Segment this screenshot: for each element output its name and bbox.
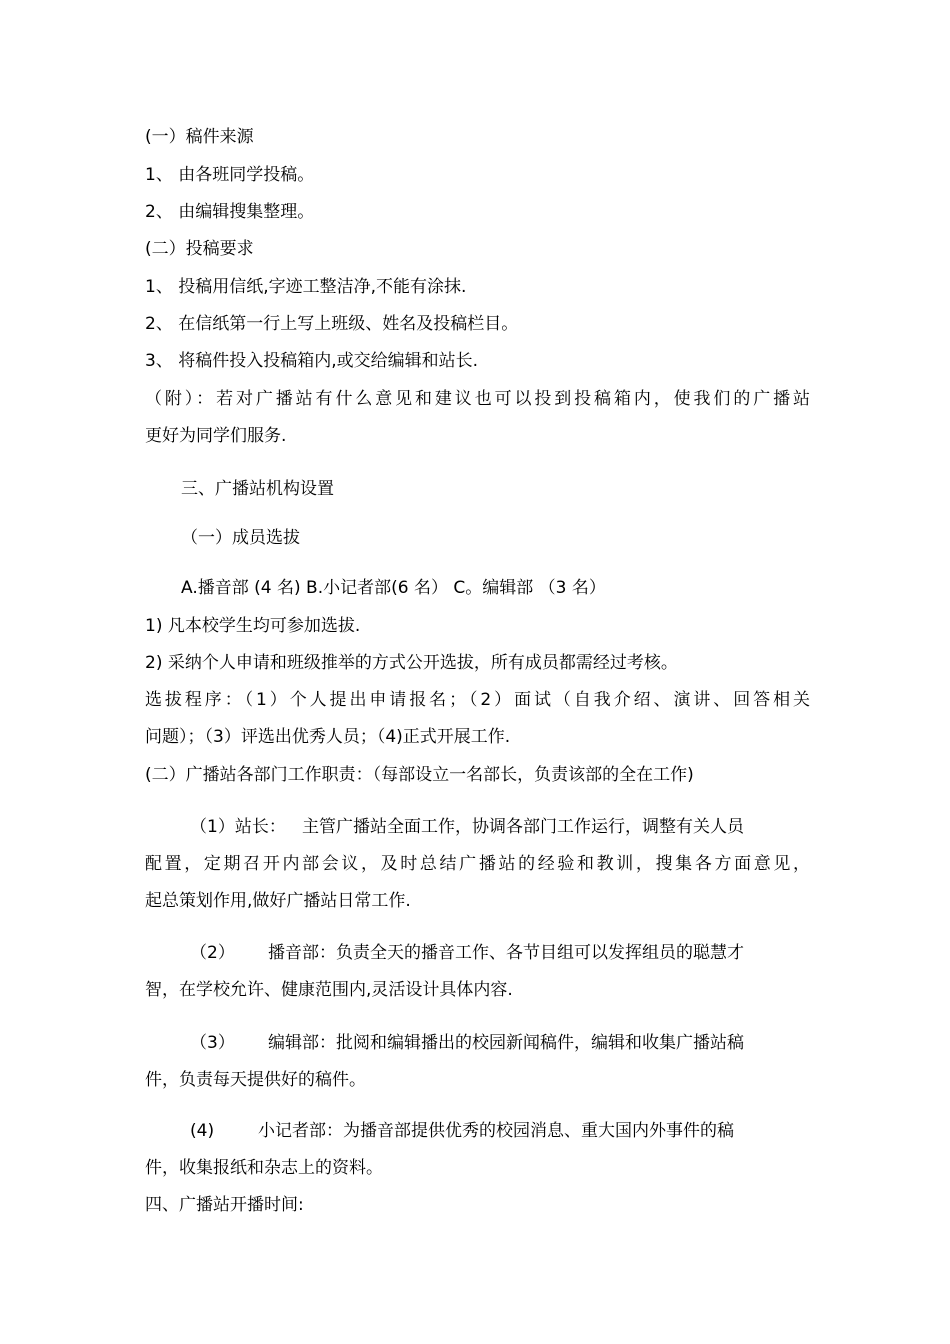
duty-number: （2） [190, 943, 235, 963]
duty-text-line: 配置，定期召开内部会议，及时总结广播站的经验和教训，搜集各方面意见， [145, 854, 810, 874]
note-paragraph-end: 更好为同学们服务. [145, 426, 287, 446]
note-paragraph: （附）：若对广播站有什么意见和建议也可以投到投稿箱内，使我们的广播站 [145, 389, 810, 409]
selection-procedure: 选拔程序：（1）个人提出申请报名；（2）面试（自我介绍、演讲、回答相关 [145, 690, 810, 710]
requirements-heading: (二）投稿要求 [145, 239, 254, 259]
selection-procedure-end: 问题）；（3）评选出优秀人员；（4)正式开展工作. [145, 727, 511, 747]
member-quota: A.播音部 (4 名) B.小记者部(6 名） C。编辑部 （3 名） [181, 578, 606, 598]
selection-rule: 2) 采纳个人申请和班级推举的方式公开选拔，所有成员都需经过考核。 [145, 653, 678, 673]
duty-text-line: 智，在学校允许、健康范围内,灵活设计具体内容. [145, 980, 513, 1000]
duty-editing-dept [190, 1032, 810, 1054]
requirement-item: 1、 投稿用信纸,字迹工整洁净,不能有涂抹. [145, 277, 467, 297]
duty-title: 小记者部： [258, 1121, 343, 1141]
duty-text: 批阅和编辑播出的校园新闻稿件，编辑和收集广播站稿 [336, 1033, 744, 1053]
duty-number: (4) [190, 1121, 215, 1141]
source-item: 1、 由各班同学投稿。 [145, 165, 315, 185]
duty-reporter-dept [190, 1120, 810, 1142]
duty-station-head [190, 816, 810, 838]
requirement-item: 3、 将稿件投入投稿箱内,或交给编辑和站长. [145, 351, 479, 371]
duty-broadcast-dept [190, 942, 810, 964]
subsection-heading: (二）广播站各部门工作职责：（每部设立一名部长，负责该部的全在工作) [145, 765, 694, 785]
duty-number: （3） [190, 1033, 235, 1053]
duty-text-line: 件，收集报纸和杂志上的资料。 [145, 1158, 383, 1178]
source-item: 2、 由编辑搜集整理。 [145, 202, 315, 222]
duty-title: 播音部： [268, 943, 336, 963]
requirement-item: 2、 在信纸第一行上写上班级、姓名及投稿栏目。 [145, 314, 519, 334]
selection-rule: 1) 凡本校学生均可参加选拔. [145, 616, 361, 636]
duty-text: 负责全天的播音工作、各节目组可以发挥组员的聪慧才 [336, 943, 744, 963]
duty-text-line: 起总策划作用,做好广播站日常工作. [145, 891, 411, 911]
section-heading: 四、广播站开播时间: [145, 1195, 304, 1215]
duty-text: 主管广播站全面工作，协调各部门工作运行，调整有关人员 [302, 817, 744, 837]
section-heading: 三、广播站机构设置 [181, 479, 334, 499]
duty-title: 站长： [234, 817, 286, 837]
duty-title: 编辑部： [268, 1033, 336, 1053]
source-heading: (一）稿件来源 [145, 127, 254, 147]
subsection-heading: （一）成员选拔 [181, 528, 300, 548]
duty-text: 为播音部提供优秀的校园消息、重大国内外事件的稿 [343, 1121, 734, 1141]
duty-number: （1） [190, 817, 235, 837]
duty-text-line: 件，负责每天提供好的稿件。 [145, 1070, 366, 1090]
